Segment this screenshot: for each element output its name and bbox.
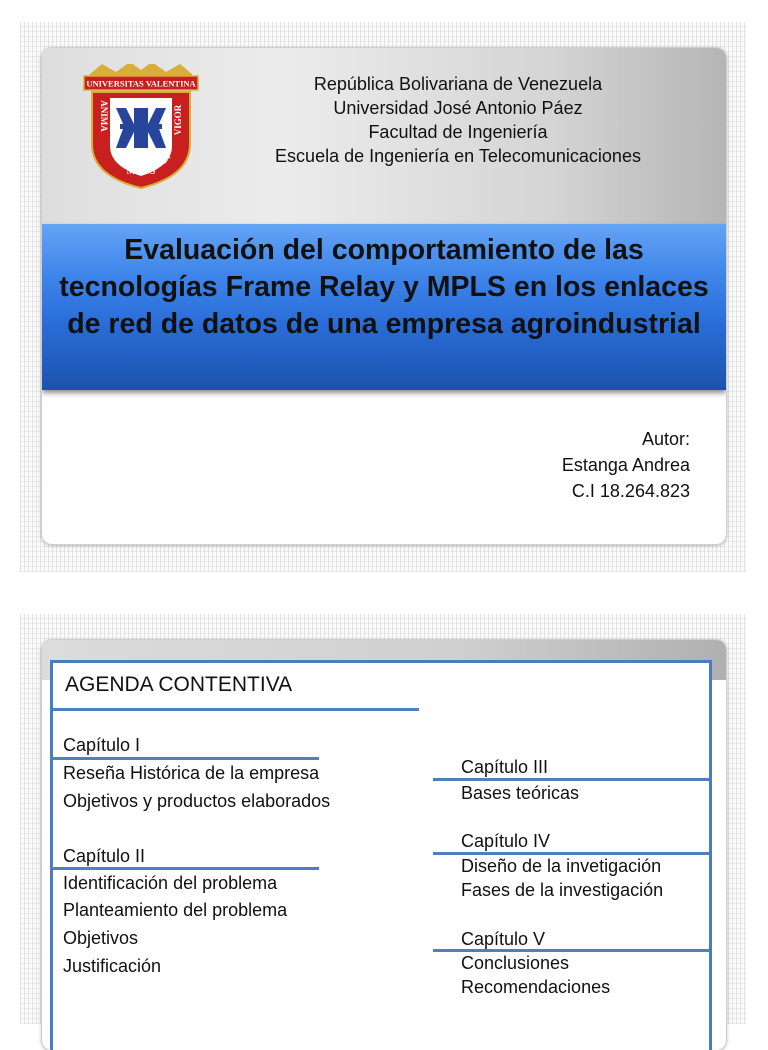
title-band bbox=[42, 224, 726, 390]
university-crest-logo bbox=[82, 64, 200, 190]
institution-block bbox=[230, 72, 686, 168]
agenda-heading: AGENDA CONTENTIVA bbox=[65, 673, 293, 696]
chapter-title: Capítulo II bbox=[63, 846, 146, 866]
crest-motto-et: ET bbox=[159, 151, 173, 166]
author-block bbox=[562, 426, 690, 504]
chapter-underline bbox=[53, 867, 319, 870]
slide-2-frame bbox=[20, 614, 746, 1024]
agenda-item: Objetivos bbox=[63, 928, 139, 948]
agenda-item: Diseño de la invetigación bbox=[461, 856, 662, 876]
agenda-slide bbox=[42, 640, 726, 1050]
agenda-item: Recomendaciones bbox=[461, 977, 611, 997]
agenda-item: Justificación bbox=[63, 956, 162, 976]
institution-line: Escuela de Ingeniería en Telecomunicaciones bbox=[275, 146, 641, 166]
agenda-item: Identificación del problema bbox=[63, 873, 278, 893]
chapter-title: Capítulo V bbox=[461, 929, 546, 949]
crest-motto-left: ANIMA bbox=[99, 100, 109, 132]
chapter-underline bbox=[433, 778, 709, 781]
agenda-item: Planteamiento del problema bbox=[63, 900, 288, 920]
chapter-underline bbox=[53, 757, 319, 760]
author-name: Estanga Andrea bbox=[561, 455, 690, 475]
chapter-title: Capítulo III bbox=[461, 757, 549, 777]
crest-motto-right: VIGOR bbox=[173, 104, 183, 136]
crest-banner-text: UNIVERSITAS VALENTINA bbox=[86, 78, 196, 89]
chapter-title: Capítulo I bbox=[63, 735, 141, 755]
author-id: C.I 18.264.823 bbox=[571, 481, 690, 501]
author-label: Autor: bbox=[641, 429, 690, 449]
agenda-item: Objetivos y productos elaborados bbox=[63, 791, 331, 811]
institution-line: Facultad de Ingeniería bbox=[368, 122, 548, 142]
slide-1-frame bbox=[20, 22, 746, 572]
title-slide bbox=[42, 48, 726, 544]
crest-motto-bottom: MENS bbox=[126, 166, 156, 177]
institution-line: Universidad José Antonio Páez bbox=[333, 98, 583, 118]
agenda-item: Reseña Histórica de la empresa bbox=[63, 763, 320, 783]
agenda-item: Conclusiones bbox=[461, 953, 570, 973]
agenda-item: Fases de la investigación bbox=[461, 880, 664, 900]
agenda-content-box bbox=[50, 660, 712, 1050]
agenda-item: Bases teóricas bbox=[461, 783, 580, 803]
institution-line: República Bolivariana de Venezuela bbox=[313, 74, 603, 94]
chapter-title: Capítulo IV bbox=[461, 831, 551, 851]
heading-underline bbox=[53, 708, 419, 711]
presentation-title: Evaluación del comportamiento de las tecnologías Frame Relay y MPLS en los enlaces de red de datos de una empresa agroindustrial bbox=[59, 234, 709, 340]
